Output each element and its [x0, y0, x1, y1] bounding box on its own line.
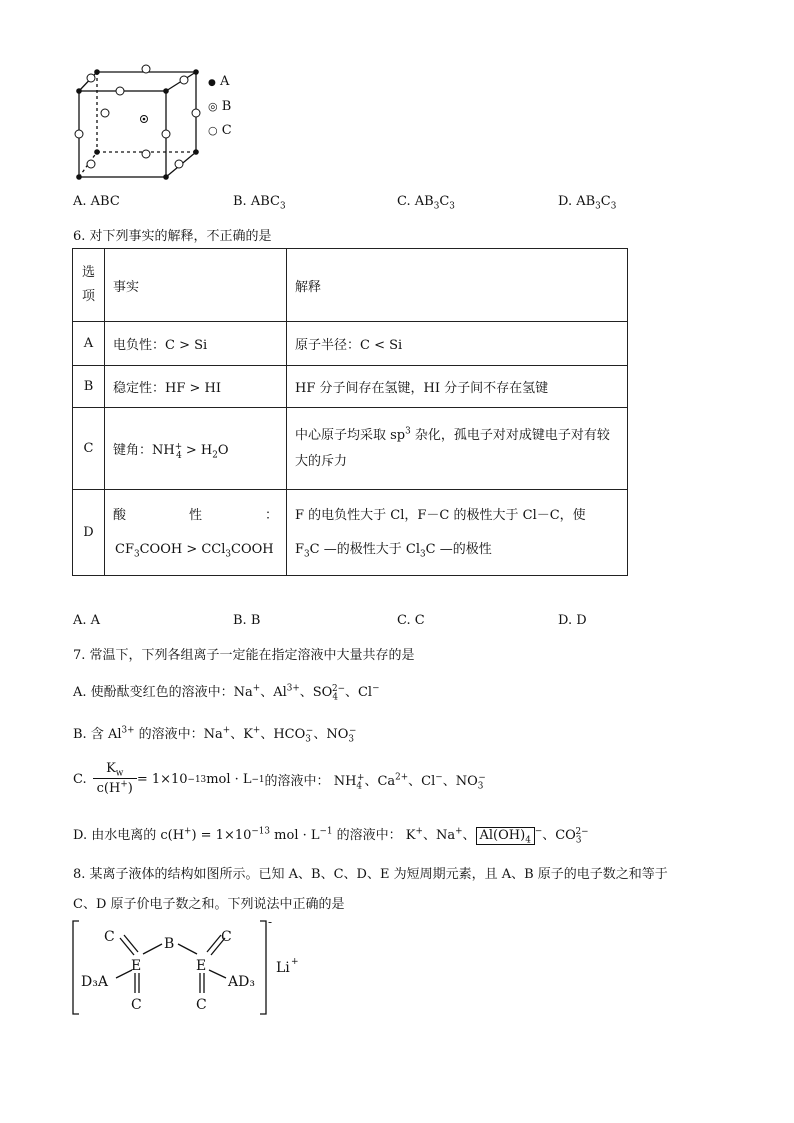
q6-option-b[interactable]: B. B [233, 613, 261, 628]
q5-option-d[interactable]: D. $AB_3C_3$ [558, 194, 617, 212]
anion-charge: - [268, 918, 273, 929]
q6-table [72, 248, 628, 576]
q6-option-d[interactable]: D. D [558, 613, 587, 628]
header-option: 选 项 [73, 249, 105, 322]
table-row [73, 322, 628, 366]
q8-stem-line1: 8. 某离子液体的结构如图所示。已知 A、B、C、D、E 为短周期元素，且 A、B 原子的电子数之和等于 [73, 867, 668, 882]
q6-option-a[interactable]: A. A [73, 613, 101, 628]
atom-e: E [131, 958, 142, 974]
kw-fraction: $\frac{K_w}{c(H^+)}$ [93, 760, 137, 799]
atom-c: C [131, 997, 142, 1013]
atom-b: B [164, 936, 175, 952]
table-row [73, 490, 628, 576]
row-explain: 原子半径：C < Si [287, 322, 628, 366]
row-explain: F 的电负性大于 Cl，F－C 的极性大于 Cl－C，使 $F_3C$ —的极性大于 $Cl_3C$ —的极性 [287, 490, 628, 576]
row-fact: 键角：$NH^+_4 > H_2O$ [105, 408, 287, 490]
table-row [73, 408, 628, 490]
row-key: C [73, 408, 105, 490]
q5-option-c[interactable]: C. $AB_3C_3$ [397, 194, 455, 212]
row-key: A [73, 322, 105, 366]
header-fact: 事实 [105, 249, 287, 322]
q6-option-c[interactable]: C. C [397, 613, 425, 628]
q6-stem: 6. 对下列事实的解释，不正确的是 [73, 229, 272, 244]
row-explain: HF 分子间存在氢键，HI 分子间不存在氢键 [287, 366, 628, 408]
cation-charge: + [291, 957, 299, 967]
q7-option-b[interactable]: B. 含 $Al^{3+}$ 的溶液中：Na+、K+、$HCO_3^-$、$NO_3^-$ [73, 725, 357, 745]
row-explain: 中心原子均采取 $sp^3$ 杂化，孤电子对对成键电子对有较 大的斥力 [287, 408, 628, 490]
ionic-liquid-structure [70, 918, 310, 1018]
legend [208, 70, 232, 143]
q7-option-c[interactable]: C. $\frac{K_w}{c(H^+)}$ = 1×10 −13 mol · L −1 的溶液中： $NH_4^+$、$Ca^{2+}$、Cl−、$NO_3^-$ [73, 760, 486, 799]
q5-option-a[interactable]: A. ABC [73, 194, 120, 209]
legend-b: ◎ B [208, 99, 232, 114]
legend-c: ○ C [208, 123, 232, 138]
q8-stem-line2: C、D 原子价电子数之和。下列说法中正确的是 [73, 897, 345, 912]
table-header-row [73, 249, 628, 322]
row-fact: 稳定性：HF > HI [105, 366, 287, 408]
q7-stem: 7. 常温下，下列各组离子一定能在指定溶液中大量共存的是 [73, 648, 415, 663]
q7-option-d[interactable]: D. 由水电离的 $c(H^+) = 1\times 10^{-13}$ mol · $L^{-1}$ 的溶液中： K+、Na+、 $Al(OH)_4^-$、$CO_3^{2-}$ [73, 826, 589, 846]
legend-a: ● A [208, 74, 230, 89]
atom-c: C [104, 929, 115, 945]
q7-option-a[interactable]: A. 使酚酞变红色的溶液中：Na+、$Al^{3+}$、$SO_4^{2-}$、Cl− [73, 683, 380, 703]
cation-li: Li [276, 960, 290, 976]
atom-c: C [196, 997, 207, 1013]
header-explain: 解释 [287, 249, 628, 322]
group-d3a: D₃A [81, 974, 108, 990]
row-fact: 电负性：C > Si [105, 322, 287, 366]
row-fact: 酸 性 ： $CF_3COOH$ > CCl$_3$COOH [105, 490, 287, 576]
table-row [73, 366, 628, 408]
row-key: D [73, 490, 105, 576]
row-key: B [73, 366, 105, 408]
q5-option-b[interactable]: B. $ABC_3$ [233, 194, 286, 212]
atom-c: C [221, 929, 232, 945]
atom-e: E [196, 958, 207, 974]
group-ad3: AD₃ [228, 974, 255, 990]
